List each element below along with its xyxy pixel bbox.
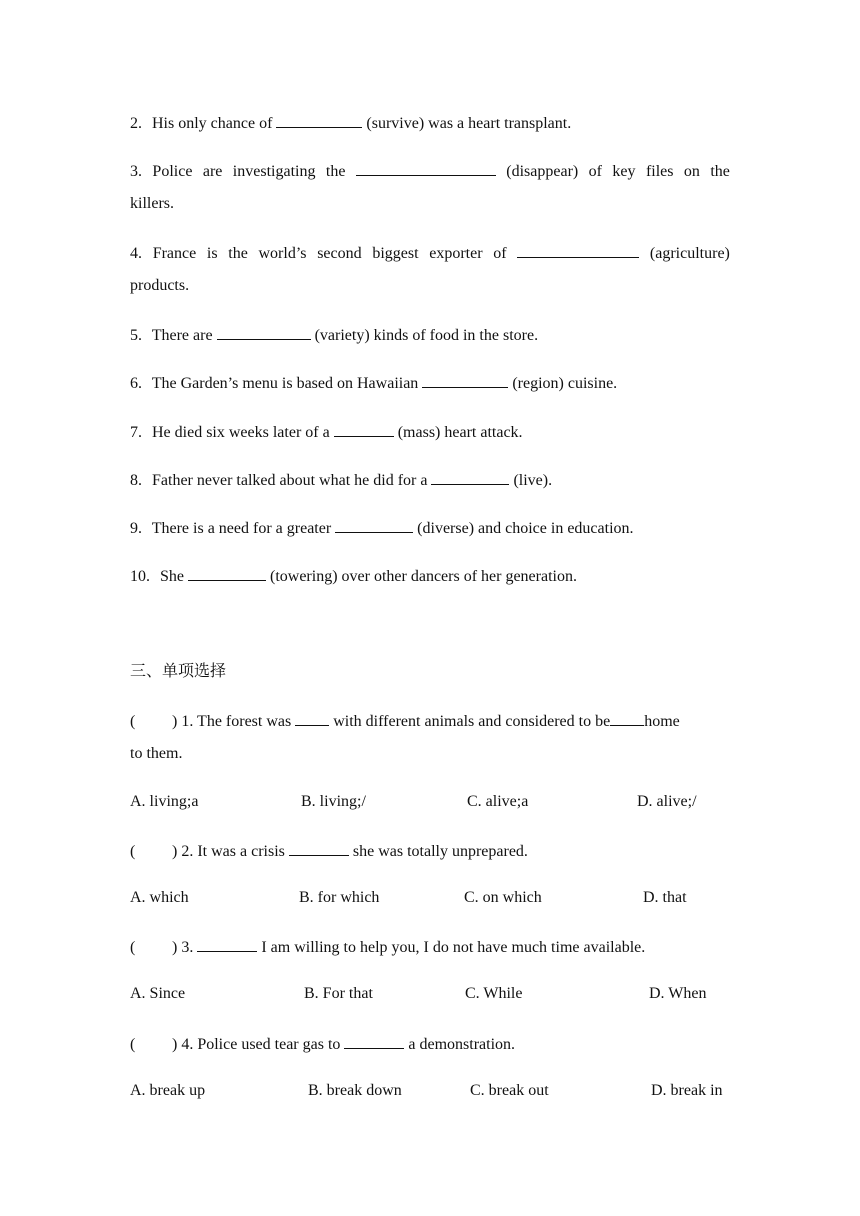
mc-question-2 bbox=[130, 840, 730, 862]
word: the bbox=[325, 163, 346, 180]
fill-item-4 bbox=[130, 242, 730, 264]
item-text-after: kinds of food in the store. bbox=[373, 327, 539, 344]
option-d[interactable]: D. break in bbox=[651, 1082, 723, 1099]
word: the bbox=[710, 163, 730, 180]
option-a[interactable]: A. Since bbox=[130, 985, 186, 1002]
option-c[interactable]: C. break out bbox=[470, 1082, 549, 1099]
option-b[interactable]: B. for which bbox=[299, 889, 380, 906]
item-number: 3. bbox=[130, 163, 142, 180]
word: key bbox=[612, 163, 636, 180]
option-a[interactable]: A. which bbox=[130, 889, 189, 906]
answer-blank[interactable] bbox=[217, 324, 311, 340]
option-b[interactable]: B. break down bbox=[308, 1082, 402, 1099]
item-text-after: heart attack. bbox=[444, 424, 523, 441]
question-stem: ) 3. bbox=[172, 939, 194, 956]
fill-item-9 bbox=[130, 517, 730, 539]
word: are bbox=[202, 163, 223, 180]
question-text-end: home bbox=[644, 713, 680, 730]
fill-item-4-continued bbox=[130, 276, 730, 296]
word: the bbox=[228, 245, 248, 262]
answer-paren[interactable]: ( bbox=[130, 843, 136, 860]
item-number: 9. bbox=[130, 520, 142, 537]
item-number: 5. bbox=[130, 327, 142, 344]
item-hint: (mass) bbox=[397, 424, 441, 441]
item-text-before: His only chance of bbox=[152, 115, 273, 132]
word: is bbox=[206, 245, 218, 262]
question-text: a demonstration. bbox=[408, 1036, 516, 1053]
item-hint: (region) bbox=[512, 375, 564, 392]
item-text-before: There are bbox=[151, 327, 213, 344]
word: exporter bbox=[429, 245, 483, 262]
fill-item-5 bbox=[130, 324, 730, 346]
item-number: 2. bbox=[130, 115, 142, 132]
item-number: 4. bbox=[130, 245, 142, 262]
mc-question-1-continued bbox=[130, 744, 730, 764]
option-b[interactable]: B. For that bbox=[304, 985, 373, 1002]
answer-blank[interactable] bbox=[431, 469, 509, 485]
question-stem: ) 2. It was a crisis bbox=[172, 843, 285, 860]
option-c[interactable]: C. While bbox=[465, 985, 523, 1002]
mc-question-1 bbox=[130, 710, 730, 732]
answer-blank[interactable] bbox=[276, 112, 362, 128]
item-text-after: cuisine. bbox=[567, 375, 618, 392]
item-number: 8. bbox=[130, 472, 142, 489]
word: world’s bbox=[258, 245, 307, 262]
item-hint: (survive) bbox=[366, 115, 425, 132]
word: on bbox=[683, 163, 700, 180]
item-hint: (towering) bbox=[270, 568, 338, 585]
item-hint: (agriculture) bbox=[649, 245, 730, 262]
word: second bbox=[317, 245, 362, 262]
word: investigating bbox=[232, 163, 316, 180]
item-number: 6. bbox=[130, 375, 142, 392]
item-hint: (disappear) bbox=[506, 163, 579, 180]
answer-blank[interactable] bbox=[335, 517, 413, 533]
item-text-after: was a heart transplant. bbox=[428, 115, 572, 132]
answer-blank[interactable] bbox=[517, 242, 639, 258]
answer-blank[interactable] bbox=[422, 372, 508, 388]
option-a[interactable]: A. break up bbox=[130, 1082, 206, 1099]
answer-paren[interactable]: ( bbox=[130, 1036, 136, 1053]
answer-blank[interactable] bbox=[289, 840, 349, 856]
question-text: with different animals and considered to be bbox=[333, 713, 611, 730]
item-text-line2: killers. bbox=[130, 195, 174, 212]
word: of bbox=[493, 245, 507, 262]
answer-blank[interactable] bbox=[197, 936, 257, 952]
fill-item-8 bbox=[130, 469, 730, 491]
option-c[interactable]: C. alive;a bbox=[467, 793, 529, 810]
option-c[interactable]: C. on which bbox=[464, 889, 542, 906]
item-hint: (variety) bbox=[314, 327, 370, 344]
item-text-before: He died six weeks later of a bbox=[152, 424, 330, 441]
option-d[interactable]: D. that bbox=[643, 889, 687, 906]
option-b[interactable]: B. living;/ bbox=[301, 793, 366, 810]
word: France bbox=[152, 245, 197, 262]
word: files bbox=[645, 163, 674, 180]
word: biggest bbox=[372, 245, 419, 262]
item-text-after: and choice in education. bbox=[478, 520, 634, 537]
fill-item-10 bbox=[130, 565, 730, 587]
question-text-line2: to them. bbox=[130, 745, 183, 762]
item-text-before: The Garden’s menu is based on Hawaiian bbox=[151, 375, 419, 392]
item-text-after: over other dancers of her generation. bbox=[341, 568, 577, 585]
item-number: 10. bbox=[130, 568, 150, 585]
item-text-before: She bbox=[160, 568, 184, 585]
mc-question-4 bbox=[130, 1033, 730, 1055]
question-stem: ) 4. Police used tear gas to bbox=[172, 1036, 341, 1053]
answer-blank[interactable] bbox=[188, 565, 266, 581]
answer-paren[interactable]: ( bbox=[130, 713, 136, 730]
answer-blank[interactable] bbox=[295, 710, 329, 726]
word: Police bbox=[152, 163, 193, 180]
item-text-before: There is a need for a greater bbox=[151, 520, 332, 537]
fill-item-3 bbox=[130, 160, 730, 182]
answer-paren[interactable]: ( bbox=[130, 939, 136, 956]
answer-blank[interactable] bbox=[610, 710, 644, 726]
question-text: she was totally unprepared. bbox=[352, 843, 528, 860]
section-title: 三、单项选择 bbox=[130, 661, 227, 680]
answer-blank[interactable] bbox=[356, 160, 496, 176]
fill-item-7 bbox=[130, 421, 730, 443]
mc-question-3 bbox=[130, 936, 730, 958]
item-hint: (diverse) bbox=[417, 520, 475, 537]
item-text-before: Father never talked about what he did for a bbox=[152, 472, 428, 489]
item-hint: (live). bbox=[513, 472, 553, 489]
item-number: 7. bbox=[130, 424, 142, 441]
answer-blank[interactable] bbox=[334, 421, 394, 437]
question-stem: ) 1. The forest was bbox=[172, 713, 292, 730]
item-text-line2: products. bbox=[130, 277, 190, 294]
word: of bbox=[588, 163, 602, 180]
option-d[interactable]: D. When bbox=[649, 985, 707, 1002]
option-a[interactable]: A. living;a bbox=[130, 793, 199, 810]
fill-item-2 bbox=[130, 112, 730, 134]
question-text: I am willing to help you, I do not have much time available. bbox=[261, 939, 646, 956]
fill-item-3-continued bbox=[130, 194, 730, 214]
answer-blank[interactable] bbox=[344, 1033, 404, 1049]
option-d[interactable]: D. alive;/ bbox=[637, 793, 697, 810]
fill-item-6 bbox=[130, 372, 730, 394]
